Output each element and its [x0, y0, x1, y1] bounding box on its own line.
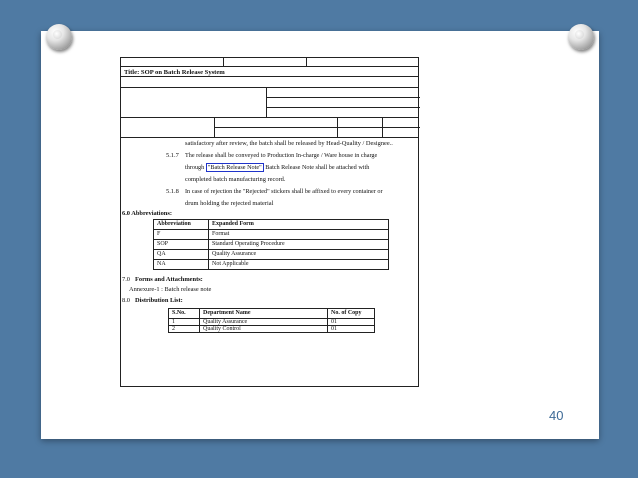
section-7-heading: Forms and Attachments:	[135, 276, 203, 283]
table-cell: SOP	[154, 240, 209, 250]
slide-number: 40	[549, 408, 564, 423]
abbreviations-table	[153, 219, 389, 270]
table-header: S.No.	[169, 309, 200, 319]
table-header-row	[154, 220, 389, 230]
table-cell: Format	[209, 230, 389, 240]
section-6-heading: 6.0 Abbreviations:	[122, 210, 172, 217]
text-through: through	[185, 164, 205, 171]
paragraph-5-1-7-line2	[185, 164, 417, 172]
table-header: Department Name	[200, 309, 328, 319]
paragraph-5-1-6-tail: satisfactory after review, the batch shall be released by Head-Quality / Designee..	[185, 140, 393, 147]
section-8-number: 8.0	[122, 297, 130, 304]
paragraph-5-1-8-line1: In case of rejection the "Rejected" stickers shall be affixed to every container or	[185, 188, 383, 195]
table-cell: Quality Assurance	[200, 319, 328, 326]
table-header: Abbreviation	[154, 220, 209, 230]
table-cell: Standard Operating Procedure	[209, 240, 389, 250]
document-title: Title: SOP on Batch Release System	[124, 69, 225, 76]
table-cell: NA	[154, 260, 209, 270]
table-row	[154, 230, 389, 240]
table-cell: 01	[328, 326, 375, 333]
table-header: Expanded Form	[209, 220, 389, 230]
text-line2-post: Batch Release Note shall be attached with	[265, 164, 370, 171]
table-row	[154, 260, 389, 270]
item-number: 5.1.8	[166, 188, 179, 195]
distribution-table	[168, 308, 375, 333]
pushpin-icon	[568, 24, 594, 50]
table-cell: 1	[169, 319, 200, 326]
document-header-grid	[121, 58, 418, 137]
table-header-row	[169, 309, 375, 319]
table-cell: Quality Control	[200, 326, 328, 333]
table-row	[169, 319, 375, 326]
table-cell: Quality Assurance	[209, 250, 389, 260]
annexure-line: Annexure-1 : Batch release note	[129, 286, 212, 293]
table-cell: QA	[154, 250, 209, 260]
batch-release-note-highlight: "Batch Release Note"	[207, 164, 262, 171]
table-cell: Not Applicable	[209, 260, 389, 270]
table-row	[154, 240, 389, 250]
table-row	[154, 250, 389, 260]
paragraph-5-1-8-line2: drum holding the rejected material	[185, 200, 274, 207]
sop-document-image	[120, 57, 419, 387]
item-number: 5.1.7	[166, 152, 179, 159]
table-cell: 01	[328, 319, 375, 326]
section-7-number: 7.0	[122, 276, 130, 283]
section-8-heading: Distribution List:	[135, 297, 183, 304]
pushpin-icon	[46, 24, 72, 50]
table-cell: F	[154, 230, 209, 240]
paragraph-5-1-7-line1: The release shall be conveyed to Production In-charge / Ware house in charge	[185, 152, 378, 159]
table-header: No. of Copy	[328, 309, 375, 319]
table-row	[169, 326, 375, 333]
table-cell: 2	[169, 326, 200, 333]
paragraph-5-1-7-line3: completed batch manufacturing record.	[185, 176, 286, 183]
